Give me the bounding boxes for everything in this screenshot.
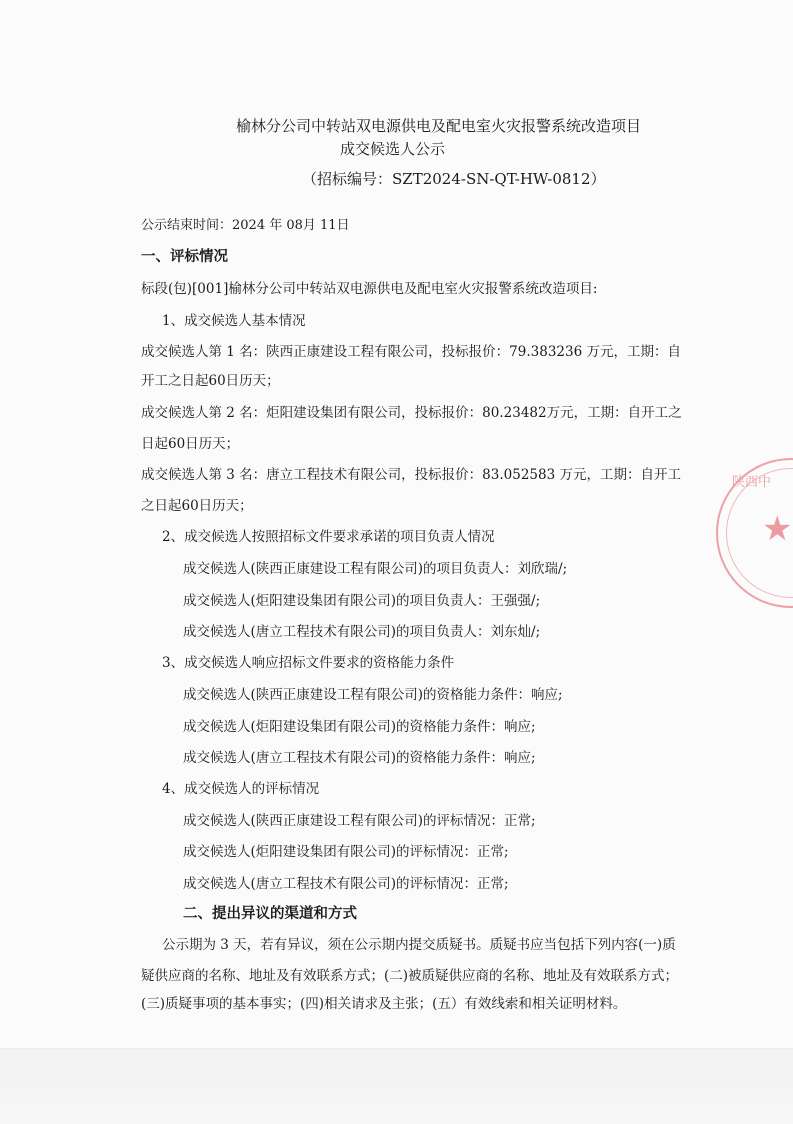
section-heading-objection: 二、提出异议的渠道和方式 bbox=[183, 906, 357, 922]
evaluation-line: 成交候选人(唐立工程技术有限公司)的评标情况：正常; bbox=[183, 876, 509, 892]
star-icon: ★ bbox=[762, 509, 793, 549]
candidate-line: 成交候选人第 1 名：陕西正康建设工程有限公司，投标报价：79.383236 万元，工期：自 bbox=[141, 344, 681, 360]
qualification-line: 成交候选人(陕西正康建设工程有限公司)的资格能力条件：响应; bbox=[183, 687, 563, 703]
lot-line: 标段(包)[001]榆林分公司中转站双电源供电及配电室火灾报警系统改造项目: bbox=[141, 281, 598, 297]
qualification-line: 成交候选人(炬阳建设集团有限公司)的资格能力条件：响应; bbox=[183, 719, 536, 735]
seal-text: 陕西中 bbox=[732, 475, 772, 490]
objection-paragraph-line: (三)质疑事项的基本事实；(四)相关请求及主张；(五）有效线索和相关证明材料。 bbox=[141, 996, 627, 1012]
project-manager-line: 成交候选人(炬阳建设集团有限公司)的项目负责人：王强强/; bbox=[183, 593, 541, 609]
subsection-heading-3: 3、成交候选人响应招标文件要求的资格能力条件 bbox=[162, 655, 455, 671]
section-heading-evaluation: 一、评标情况 bbox=[141, 249, 228, 265]
candidate-line: 日起60日历天； bbox=[141, 436, 240, 452]
project-manager-line: 成交候选人(唐立工程技术有限公司)的项目负责人：刘东灿/; bbox=[183, 624, 541, 640]
candidate-line: 成交候选人第 3 名：唐立工程技术有限公司，投标报价：83.052583 万元，工期：自开工 bbox=[141, 467, 681, 483]
objection-paragraph-line: 公示期为 3 天，若有异议，须在公示期内提交质疑书。质疑书应当包括下列内容(一)质 bbox=[162, 937, 676, 953]
title-line-2: 成交候选人公示 bbox=[340, 140, 446, 158]
qualification-line: 成交候选人(唐立工程技术有限公司)的资格能力条件：响应; bbox=[183, 750, 536, 766]
subsection-heading-1: 1、成交候选人基本情况 bbox=[162, 313, 306, 329]
candidate-line: 开工之日起60日历天； bbox=[141, 373, 280, 389]
title-line-1: 榆林分公司中转站双电源供电及配电室火灾报警系统改造项目 bbox=[236, 117, 642, 135]
evaluation-line: 成交候选人(炬阳建设集团有限公司)的评标情况：正常; bbox=[183, 844, 509, 860]
candidate-line: 之日起60日历天； bbox=[141, 498, 253, 514]
subsection-heading-4: 4、成交候选人的评标情况 bbox=[162, 781, 320, 797]
announcement-end-time: 公示结束时间：2024 年 08月 11日 bbox=[141, 218, 350, 233]
project-manager-line: 成交候选人(陕西正康建设工程有限公司)的项目负责人：刘欣瑞/; bbox=[183, 561, 568, 577]
evaluation-line: 成交候选人(陕西正康建设工程有限公司)的评标情况：正常; bbox=[183, 813, 536, 829]
official-seal bbox=[716, 458, 793, 608]
tender-number: （招标编号：SZT2024-SN-QT-HW-0812） bbox=[302, 170, 606, 188]
subsection-heading-2: 2、成交候选人按照招标文件要求承诺的项目负责人情况 bbox=[162, 529, 495, 545]
objection-paragraph-line: 疑供应商的名称、地址及有效联系方式；(二)被质疑供应商的名称、地址及有效联系方式； bbox=[141, 968, 679, 984]
candidate-line: 成交候选人第 2 名：炬阳建设集团有限公司，投标报价：80.23482万元，工期：自开工之 bbox=[141, 405, 682, 421]
page-bottom-shadow bbox=[0, 1048, 793, 1124]
